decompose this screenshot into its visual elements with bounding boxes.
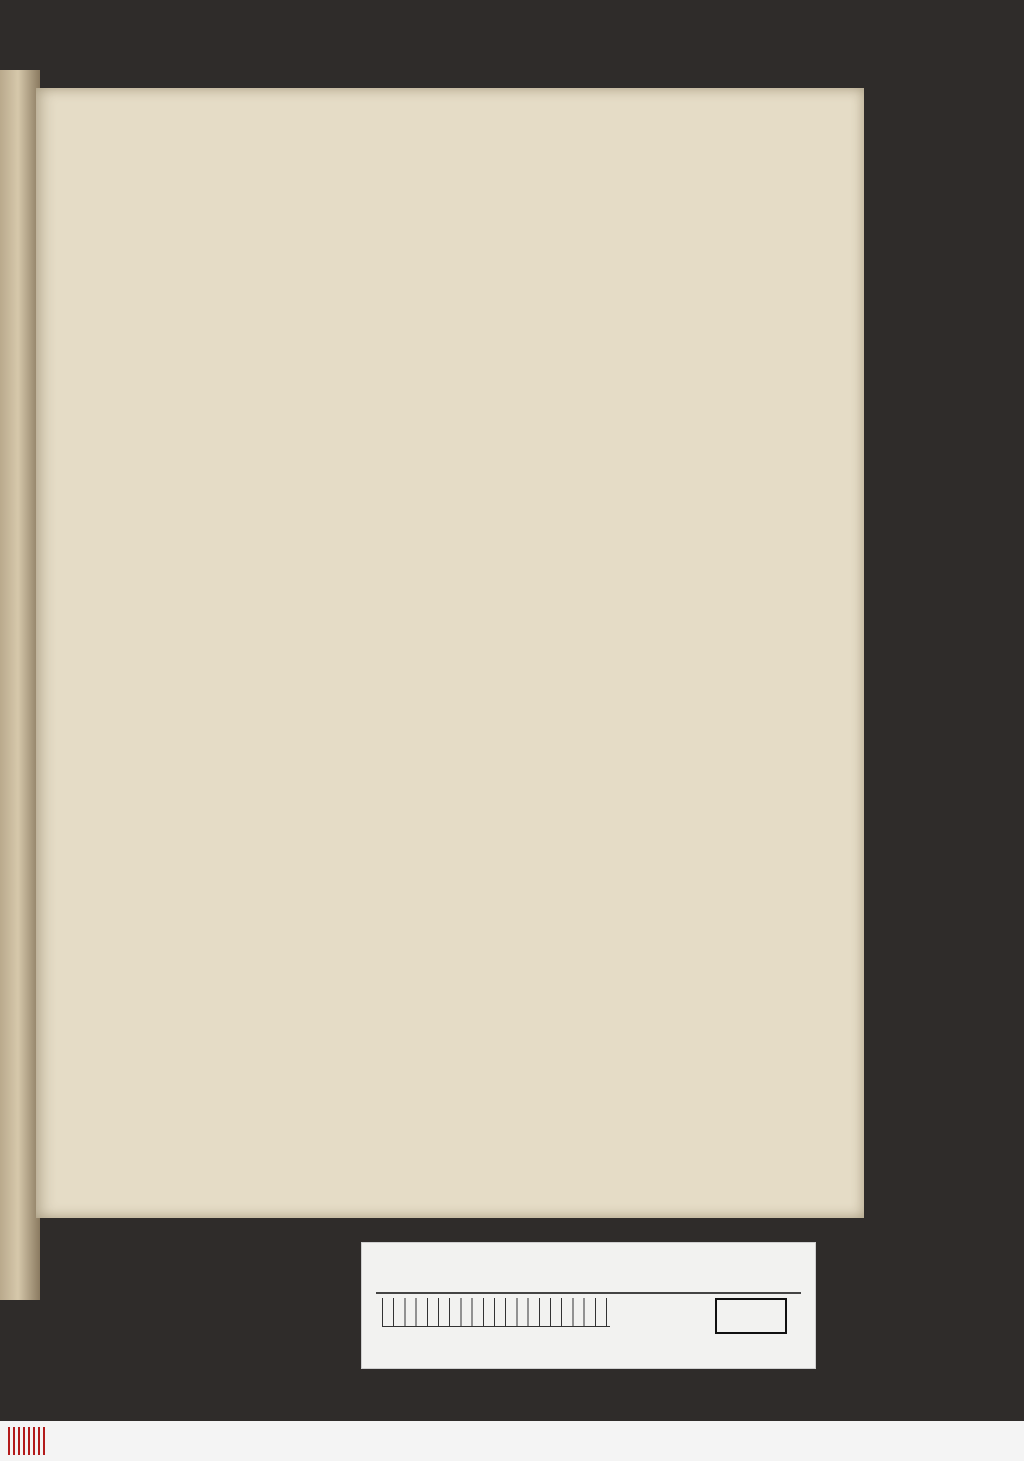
section-body xyxy=(76,529,706,531)
book-page xyxy=(36,88,864,1218)
library-label-card xyxy=(361,1242,816,1369)
ruler-scale xyxy=(382,1298,610,1327)
label-divider xyxy=(376,1292,801,1294)
viewer-footer-bar xyxy=(0,1421,1024,1461)
left-facing-page-strip xyxy=(0,70,40,1300)
barcode-icon[interactable] xyxy=(8,1427,48,1455)
gray-scale-swatches xyxy=(715,1298,787,1334)
